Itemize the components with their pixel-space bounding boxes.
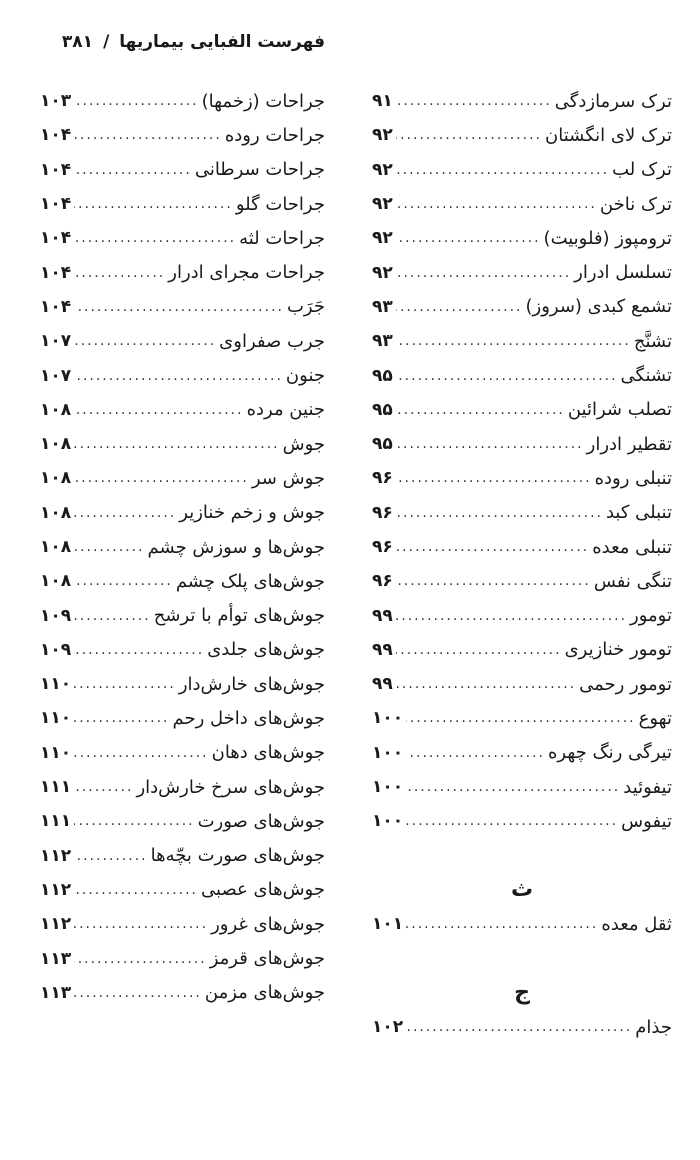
entry-page-number: ۹۶ <box>372 502 393 523</box>
index-entry <box>40 941 325 975</box>
entry-page-number: ۹۳ <box>372 296 393 317</box>
index-entry <box>40 667 325 701</box>
dot-leader <box>396 93 552 109</box>
entry-page-number: ۹۲ <box>372 125 393 146</box>
entry-page-number: ۹۳ <box>372 331 393 352</box>
dot-leader <box>406 745 545 761</box>
entry-title: جوش <box>282 433 325 455</box>
dot-leader <box>396 676 576 692</box>
entry-page-number: ۱۱۲ <box>40 879 72 900</box>
dot-leader <box>74 299 284 315</box>
entry-page-number: ۹۲ <box>372 228 393 249</box>
dot-leader <box>74 368 283 384</box>
dot-leader <box>396 127 542 143</box>
index-entry <box>372 393 672 427</box>
index-entry <box>40 187 325 221</box>
index-entry <box>372 290 672 324</box>
dot-leader <box>406 710 636 726</box>
entry-title: ترومپوز (فلوبیت) <box>543 227 672 249</box>
entry-title: جوش‌های سرخ خارش‌دار <box>136 776 325 798</box>
index-entry <box>40 290 325 324</box>
entry-title: جوش‌های خارش‌دار <box>178 673 325 695</box>
entry-page-number: ۱۰۸ <box>40 502 72 523</box>
entry-page-number: ۱۰۰ <box>372 777 404 798</box>
index-column-left <box>40 84 325 1010</box>
dot-leader <box>396 505 603 521</box>
index-entry <box>372 221 672 255</box>
entry-page-number: ۹۹ <box>372 605 393 626</box>
entry-title: جوش‌ها و سوزش چشم <box>147 536 325 558</box>
entry-page-number: ۱۰۴ <box>40 194 72 215</box>
entry-title: تنبلی روده <box>594 467 672 489</box>
index-entry <box>40 427 325 461</box>
entry-page-number: ۱۰۷ <box>40 365 72 386</box>
index-entry <box>40 84 325 118</box>
section-letter: ج <box>514 980 530 1006</box>
dot-leader <box>396 265 571 281</box>
entry-title: تومور خنازیری <box>564 639 672 661</box>
entry-title: جَرَب <box>286 296 325 318</box>
index-entry <box>372 255 672 289</box>
dot-leader <box>74 848 147 864</box>
entry-title: تیفوس <box>621 810 672 832</box>
entry-title: تقطیر ادرار <box>586 433 672 455</box>
index-entry <box>40 564 325 598</box>
entry-title: جوش‌های داخل رحم <box>172 707 325 729</box>
entry-title: تهوع <box>638 707 672 729</box>
index-entry <box>372 701 672 735</box>
index-entry <box>40 804 325 838</box>
dot-leader <box>74 710 169 726</box>
index-entry <box>40 255 325 289</box>
index-entry <box>372 530 672 564</box>
dot-leader <box>74 333 216 349</box>
dot-leader <box>74 813 194 829</box>
index-entry <box>372 736 672 770</box>
dot-leader <box>74 608 151 624</box>
entry-page-number: ۱۰۸ <box>40 571 72 592</box>
entry-page-number: ۹۲ <box>372 159 393 180</box>
entry-title: تنبلی کبد <box>605 502 672 524</box>
header-title: فهرست الفبایی بیماریها <box>119 32 325 52</box>
entry-page-number: ۱۰۰ <box>372 811 404 832</box>
entry-title: جوش‌های صورت بچّه‌ها <box>150 845 325 867</box>
dot-leader <box>406 813 618 829</box>
dot-leader <box>396 573 591 589</box>
entry-title: ترک سرمازدگی <box>554 90 672 112</box>
index-entry <box>372 907 672 941</box>
index-entry <box>40 530 325 564</box>
entry-page-number: ۱۱۰ <box>40 708 72 729</box>
spacer <box>372 941 672 975</box>
entry-title: ترک لای انگشتان <box>545 124 672 146</box>
entry-page-number: ۱۰۸ <box>40 434 72 455</box>
entry-page-number: ۹۵ <box>372 399 393 420</box>
entry-title: تیرگی رنگ چهره <box>548 742 672 764</box>
index-entry <box>372 564 672 598</box>
entry-page-number: ۹۱ <box>372 91 393 112</box>
index-entry <box>372 804 672 838</box>
dot-leader <box>74 265 165 281</box>
index-entry <box>40 153 325 187</box>
dot-leader <box>396 162 609 178</box>
dot-leader <box>74 985 202 1001</box>
entry-title: تشمع کبدی (سروز) <box>525 296 672 318</box>
dot-leader <box>74 505 176 521</box>
entry-title: تنگی نفس <box>593 570 672 592</box>
entry-page-number: ۱۱۲ <box>40 845 72 866</box>
entry-title: جنون <box>285 365 325 387</box>
index-entry <box>40 496 325 530</box>
header-separator: / <box>103 32 110 52</box>
dot-leader <box>74 951 207 967</box>
entry-title: جوش‌های جلدی <box>207 639 325 661</box>
entry-title: ثقل معده <box>601 913 672 935</box>
dot-leader <box>74 402 243 418</box>
dot-leader <box>406 1019 632 1035</box>
dot-leader <box>396 436 584 452</box>
entry-title: جوش‌های صورت <box>197 810 325 832</box>
spacer <box>372 839 672 873</box>
entry-title: تنبلی معده <box>592 536 672 558</box>
dot-leader <box>396 539 589 555</box>
index-entry <box>40 839 325 873</box>
entry-page-number: ۱۱۱ <box>40 811 72 832</box>
entry-title: تومور رحمی <box>579 673 672 695</box>
entry-title: تومور <box>630 605 672 627</box>
entry-title: جذام <box>635 1016 672 1038</box>
entry-title: تیفوئید <box>623 776 672 798</box>
entry-page-number: ۹۶ <box>372 537 393 557</box>
entry-page-number: ۹۹ <box>372 639 393 660</box>
entry-page-number: ۱۰۴ <box>40 228 72 249</box>
entry-page-number: ۹۶ <box>372 468 393 489</box>
entry-title: جراحات (زخمها) <box>201 90 325 112</box>
entry-title: جوش‌های مزمن <box>204 982 325 1004</box>
index-entry <box>372 427 672 461</box>
entry-title: جراحات گلو <box>235 193 325 215</box>
index-entry <box>40 701 325 735</box>
dot-leader <box>74 916 208 932</box>
dot-leader <box>74 539 144 555</box>
index-entry <box>372 324 672 358</box>
entry-page-number: ۱۰۰ <box>372 708 404 729</box>
index-entry <box>372 84 672 118</box>
index-entry <box>40 736 325 770</box>
entry-page-number: ۱۰۸ <box>40 399 72 420</box>
entry-title: جراحات روده <box>224 124 325 146</box>
index-entry <box>372 153 672 187</box>
index-entry <box>372 770 672 804</box>
dot-leader <box>396 368 618 384</box>
dot-leader <box>396 608 627 624</box>
entry-title: تسلسل ادرار <box>574 262 672 284</box>
entry-page-number: ۱۱۳ <box>40 948 72 969</box>
entry-page-number: ۱۰۱ <box>372 914 404 935</box>
index-column-right <box>372 84 672 1044</box>
dot-leader <box>74 93 198 109</box>
entry-page-number: ۱۰۸ <box>40 537 72 557</box>
index-entry <box>40 118 325 152</box>
entry-page-number: ۹۲ <box>372 262 393 283</box>
dot-leader <box>406 779 620 795</box>
dot-leader <box>396 196 597 212</box>
dot-leader <box>396 470 592 486</box>
dot-leader <box>406 916 598 932</box>
dot-leader <box>74 196 233 212</box>
dot-leader <box>396 230 541 246</box>
entry-title: تشنَّج <box>633 330 672 352</box>
entry-page-number: ۱۰۴ <box>40 125 72 146</box>
index-entry <box>372 118 672 152</box>
entry-title: جوش سر <box>251 467 325 489</box>
entry-title: ترک لب <box>612 159 672 181</box>
index-entry <box>372 358 672 392</box>
dot-leader <box>396 402 565 418</box>
entry-title: جوش‌های دهان <box>211 742 325 764</box>
entry-title: جراحات لثه <box>239 227 325 249</box>
entry-title: جنین مرده <box>246 399 325 421</box>
dot-leader <box>74 676 176 692</box>
entry-page-number: ۱۰۲ <box>372 1017 404 1038</box>
entry-page-number: ۱۰۷ <box>40 331 72 352</box>
entry-title: جوش و زخم خنازیر <box>179 502 325 524</box>
entry-page-number: ۱۰۰ <box>372 742 404 763</box>
entry-page-number: ۱۰۹ <box>40 639 72 660</box>
index-entry <box>372 496 672 530</box>
entry-title: جراحات سرطانی <box>194 159 325 181</box>
index-entry <box>40 358 325 392</box>
index-entry <box>372 1010 672 1044</box>
index-entry <box>372 667 672 701</box>
entry-title: ترک ناخن <box>599 193 672 215</box>
dot-leader <box>74 470 249 486</box>
entry-page-number: ۱۱۱ <box>40 777 72 798</box>
dot-leader <box>74 745 208 761</box>
entry-page-number: ۹۵ <box>372 365 393 386</box>
page-header <box>40 32 325 52</box>
entry-title: جوش‌های قرمز <box>209 948 325 970</box>
entry-page-number: ۱۰۸ <box>40 468 72 489</box>
entry-title: تشنگی <box>620 365 672 387</box>
dot-leader <box>396 642 562 658</box>
entry-page-number: ۱۰۹ <box>40 605 72 626</box>
dot-leader <box>74 642 204 658</box>
entry-page-number: ۹۲ <box>372 194 393 215</box>
index-entry <box>40 770 325 804</box>
entry-page-number: ۱۰۴ <box>40 296 72 317</box>
entry-page-number: ۹۶ <box>372 571 393 592</box>
entry-title: جوش‌های توأم با ترشح <box>153 605 325 627</box>
index-entry <box>372 633 672 667</box>
entry-title: جراحات مجرای ادرار <box>168 262 325 284</box>
page-number: ۳۸۱ <box>61 32 94 52</box>
entry-page-number: ۱۱۰ <box>40 674 72 695</box>
index-entry <box>40 221 325 255</box>
index-entry <box>40 461 325 495</box>
entry-page-number: ۱۰۴ <box>40 159 72 180</box>
dot-leader <box>74 162 192 178</box>
entry-title: جوش‌های غرور <box>211 913 325 935</box>
entry-page-number: ۹۵ <box>372 434 393 455</box>
entry-page-number: ۱۰۳ <box>40 91 72 112</box>
dot-leader <box>396 333 631 349</box>
entry-page-number: ۱۱۳ <box>40 982 72 1003</box>
index-entry <box>372 461 672 495</box>
entry-title: جوش‌های عصبی <box>201 879 325 901</box>
index-entry <box>40 873 325 907</box>
dot-leader <box>74 573 173 589</box>
entry-page-number: ۹۹ <box>372 674 393 695</box>
index-entry <box>40 393 325 427</box>
entry-page-number: ۱۰۴ <box>40 262 72 283</box>
index-entry <box>40 976 325 1010</box>
index-entry <box>372 187 672 221</box>
dot-leader <box>74 882 198 898</box>
index-entry <box>372 598 672 632</box>
index-entry <box>40 907 325 941</box>
section-letter: ث <box>510 877 534 903</box>
index-entry <box>40 324 325 358</box>
dot-leader <box>74 230 236 246</box>
entry-title: جوش‌های پلک چشم <box>175 570 325 592</box>
index-entry <box>40 598 325 632</box>
entry-title: جرب صفراوی <box>219 330 325 352</box>
index-entry <box>40 633 325 667</box>
dot-leader <box>74 436 279 452</box>
dot-leader <box>396 299 523 315</box>
dot-leader <box>74 779 133 795</box>
entry-page-number: ۱۱۰ <box>40 742 72 763</box>
entry-title: تصلب شرائین <box>567 399 672 421</box>
dot-leader <box>74 127 222 143</box>
entry-page-number: ۱۱۲ <box>40 914 72 935</box>
